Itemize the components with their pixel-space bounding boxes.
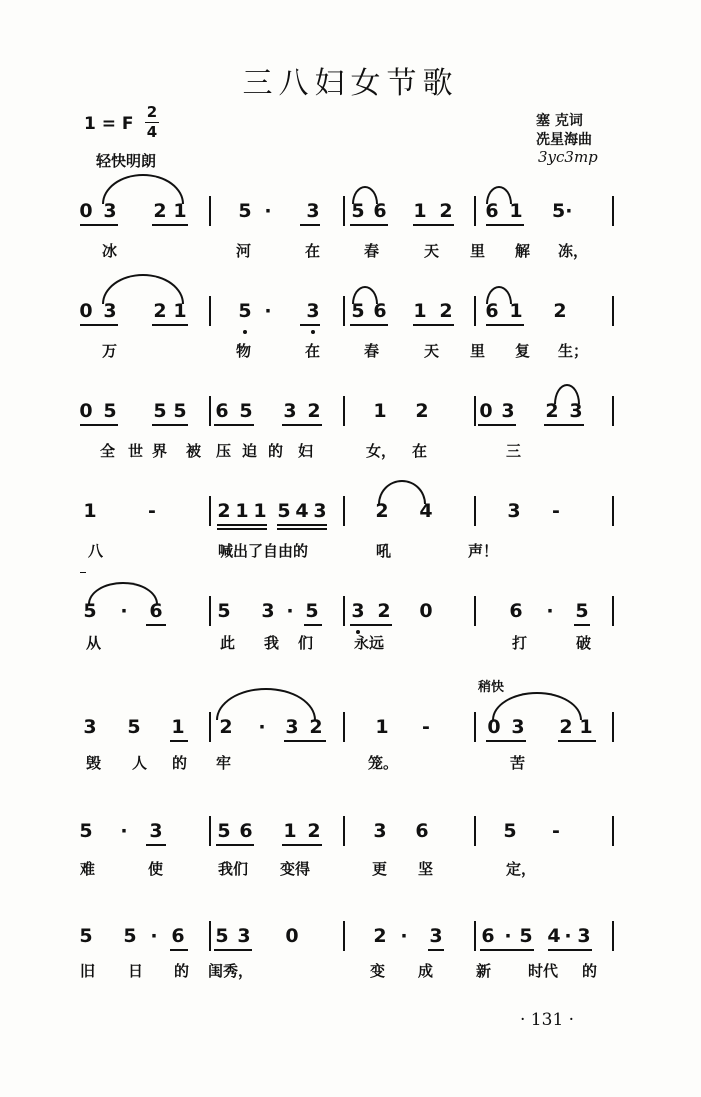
note: ·: [546, 600, 554, 622]
beam-underline: [486, 224, 524, 226]
lyric: 苦: [510, 754, 526, 772]
time-top: 2: [146, 103, 158, 121]
lyric: 里: [470, 342, 486, 360]
lyric: 迫: [242, 442, 258, 460]
lyric: 永远: [354, 634, 385, 652]
note: 3: [237, 925, 251, 947]
note: 5: [127, 716, 141, 738]
note: 5: [351, 300, 365, 322]
barline: [612, 596, 614, 626]
note: 6: [509, 600, 523, 622]
note: 2: [153, 200, 167, 222]
lyric: 界: [152, 442, 168, 460]
lyric: 变得: [280, 860, 311, 878]
note: ·: [264, 300, 272, 322]
beam-underline-double: [217, 528, 267, 530]
beam-underline: [170, 949, 188, 951]
beam-underline: [170, 740, 188, 742]
note: 3: [103, 300, 117, 322]
barline: [343, 712, 345, 742]
note: 3: [507, 500, 521, 522]
note: 4: [419, 500, 433, 522]
note: ·: [120, 600, 128, 622]
signature: 3yc3mp: [538, 148, 598, 166]
note: -: [422, 716, 430, 738]
barline: [209, 596, 211, 626]
note: 5: [79, 820, 93, 842]
barline: [343, 816, 345, 846]
time-bottom: 4: [146, 123, 158, 141]
lyric: 新: [476, 962, 492, 980]
lyric: 定，: [506, 860, 537, 878]
note: ·: [504, 925, 512, 947]
barline: [209, 921, 211, 951]
note: 5: [217, 600, 231, 622]
lyric: 更: [372, 860, 388, 878]
tempo-marking: 轻快明朗: [96, 152, 157, 170]
beam-underline: [350, 224, 388, 226]
note: 0: [479, 400, 493, 422]
note: 2: [439, 300, 453, 322]
beam-underline: [548, 949, 592, 951]
note: 3: [261, 600, 275, 622]
lyric: 难: [80, 860, 96, 878]
note: 5: [217, 820, 231, 842]
note: 6: [373, 200, 387, 222]
note: 2: [559, 716, 573, 738]
lyric: 的: [174, 962, 190, 980]
note: ·: [120, 820, 128, 842]
beam-underline: [80, 424, 118, 426]
beam-underline: [558, 740, 596, 742]
beam-underline: [146, 844, 166, 846]
dash-mark: [80, 572, 86, 573]
slur-arc: [216, 688, 316, 720]
note: ·: [286, 600, 294, 622]
note: 3: [373, 820, 387, 842]
tempo-change: 稍快: [478, 680, 505, 695]
beam-underline: [574, 624, 590, 626]
lyric: 冰: [102, 242, 118, 260]
barline: [474, 396, 476, 426]
note: ·: [264, 200, 272, 222]
barline: [612, 496, 614, 526]
lyric: 笼。: [368, 754, 399, 772]
note: 5·: [552, 200, 573, 222]
slur-arc: [378, 480, 426, 504]
note: 1: [413, 300, 427, 322]
note: 2: [373, 925, 387, 947]
beam-underline: [486, 740, 526, 742]
lyric: 世: [128, 442, 144, 460]
lyric: 复: [515, 342, 531, 360]
composer: 冼星海曲: [536, 132, 592, 148]
lyric: 吼: [376, 542, 392, 560]
barline: [612, 816, 614, 846]
lyric: 牢: [216, 754, 232, 772]
note: 1: [375, 716, 389, 738]
note: 3: [285, 716, 299, 738]
lyric: 日: [128, 962, 144, 980]
note: 3: [306, 300, 320, 322]
slur-arc: [486, 286, 512, 304]
beam-underline: [282, 844, 322, 846]
lyric: 我: [264, 634, 280, 652]
barline: [612, 921, 614, 951]
lyric: 在: [412, 442, 428, 460]
slur-arc: [352, 286, 378, 304]
time-signature: [145, 104, 159, 141]
note: 3: [501, 400, 515, 422]
note: 0: [285, 925, 299, 947]
lyric: 在: [305, 242, 321, 260]
slur-arc: [88, 582, 158, 604]
note: 1: [509, 200, 523, 222]
note: 5: [239, 400, 253, 422]
beam-underline: [282, 424, 322, 426]
note: 1: [413, 200, 427, 222]
note: 2: [439, 200, 453, 222]
note: 3: [511, 716, 525, 738]
note: 2: [217, 500, 231, 522]
note: 4: [295, 500, 309, 522]
note: 2: [545, 400, 559, 422]
lyric: 闺秀，: [208, 962, 254, 980]
note: 3: [313, 500, 327, 522]
note: 5: [351, 200, 365, 222]
barline: [209, 196, 211, 226]
barline: [209, 396, 211, 426]
note: 3: [149, 820, 163, 842]
beam-underline: [478, 424, 516, 426]
beam-underline: [350, 624, 392, 626]
barline: [343, 921, 345, 951]
note: 1: [579, 716, 593, 738]
note: 5: [519, 925, 533, 947]
lyric: 喊出了自由的: [218, 542, 309, 560]
note: 3: [569, 400, 583, 422]
lyric: 的: [268, 442, 284, 460]
lyric: 天: [424, 242, 440, 260]
lyric: 八: [88, 542, 104, 560]
barline: [209, 496, 211, 526]
note: 5: [123, 925, 137, 947]
note: 0: [79, 400, 93, 422]
beam-underline: [300, 324, 320, 326]
note: ·: [564, 925, 572, 947]
beam-underline: [304, 624, 322, 626]
beam-underline: [413, 324, 454, 326]
slur-arc: [554, 384, 580, 404]
note: 6: [239, 820, 253, 842]
key-signature: 1 = F: [84, 114, 134, 134]
note: 3: [306, 200, 320, 222]
note: 5: [238, 200, 252, 222]
lyric: 女，: [366, 442, 397, 460]
note: 5: [153, 400, 167, 422]
lyric: 妇: [298, 442, 314, 460]
barline: [474, 496, 476, 526]
beam-underline: [300, 224, 320, 226]
lyric: 坚: [418, 860, 434, 878]
lyric: 变: [370, 962, 386, 980]
barline: [474, 712, 476, 742]
note: 6: [149, 600, 163, 622]
note: 2: [375, 500, 389, 522]
note: ·: [400, 925, 408, 947]
lyric: 的: [172, 754, 188, 772]
note: 5: [173, 400, 187, 422]
song-title: 三八妇女节歌: [242, 66, 459, 101]
low-octave-dot: [311, 330, 315, 334]
note: 2: [553, 300, 567, 322]
beam-underline: [214, 949, 252, 951]
beam-underline: [350, 324, 388, 326]
barline: [612, 196, 614, 226]
beam-underline-double: [277, 528, 327, 530]
barline: [209, 712, 211, 742]
page-number: · 131 ·: [520, 1010, 575, 1030]
barline: [612, 712, 614, 742]
note: 3: [577, 925, 591, 947]
lyric: 三: [506, 442, 522, 460]
lyric: 声！: [468, 542, 499, 560]
beam-underline: [216, 844, 254, 846]
barline: [209, 816, 211, 846]
slur-arc: [486, 186, 512, 204]
note: 5: [305, 600, 319, 622]
lyric: 此: [220, 634, 236, 652]
lyricist: 塞 克词: [536, 113, 583, 129]
beam-underline: [152, 324, 188, 326]
note: 2: [153, 300, 167, 322]
note: 6: [415, 820, 429, 842]
beam-underline: [80, 224, 118, 226]
lyric: 们: [298, 634, 314, 652]
barline: [474, 596, 476, 626]
barline: [343, 396, 345, 426]
note: 2: [377, 600, 391, 622]
lyric: 生；: [558, 342, 589, 360]
note: 2: [219, 716, 233, 738]
note: 3: [283, 400, 297, 422]
barline: [343, 596, 345, 626]
slur-arc: [352, 186, 378, 204]
slur-arc: [102, 174, 184, 204]
beam-underline: [480, 949, 534, 951]
note: 3: [429, 925, 443, 947]
note: 1: [253, 500, 267, 522]
note: 0: [79, 300, 93, 322]
barline: [474, 816, 476, 846]
lyric: 物: [236, 342, 252, 360]
note: 2: [309, 716, 323, 738]
note: 3: [351, 600, 365, 622]
note: 5: [575, 600, 589, 622]
lyric: 河: [236, 242, 252, 260]
note: 3: [83, 716, 97, 738]
beam-underline: [486, 324, 524, 326]
note: 1: [235, 500, 249, 522]
lyric: 解: [515, 242, 531, 260]
slur-arc: [492, 692, 582, 720]
lyric: 在: [305, 342, 321, 360]
beam-underline: [413, 224, 454, 226]
note: 1: [173, 200, 187, 222]
lyric: 旧: [80, 962, 96, 980]
beam-underline: [152, 224, 188, 226]
note: 5: [215, 925, 229, 947]
note: 5: [83, 600, 97, 622]
note: 1: [173, 300, 187, 322]
lyric: 从: [86, 634, 102, 652]
note: 3: [103, 200, 117, 222]
note: 5: [103, 400, 117, 422]
note: 4: [547, 925, 561, 947]
note: 5: [238, 300, 252, 322]
beam-underline: [214, 424, 254, 426]
note: 1: [171, 716, 185, 738]
note: 2: [307, 820, 321, 842]
note: 2: [307, 400, 321, 422]
lyric: 里: [470, 242, 486, 260]
beam-underline: [428, 949, 444, 951]
lyric: 成: [418, 962, 434, 980]
barline: [474, 196, 476, 226]
lyric: 被: [186, 442, 202, 460]
note: 0: [79, 200, 93, 222]
note: 0: [487, 716, 501, 738]
note: 5: [503, 820, 517, 842]
lyric: 打: [512, 634, 528, 652]
note: 1: [509, 300, 523, 322]
note: -: [552, 500, 560, 522]
note: 6: [481, 925, 495, 947]
note: 6: [171, 925, 185, 947]
barline: [343, 196, 345, 226]
barline: [612, 396, 614, 426]
slur-arc: [102, 274, 184, 304]
lyric: 冻，: [558, 242, 589, 260]
note: 6: [373, 300, 387, 322]
lyric: 我们: [218, 860, 249, 878]
barline: [343, 496, 345, 526]
barline: [612, 296, 614, 326]
lyric: 春: [364, 242, 380, 260]
barline: [209, 296, 211, 326]
lyric: 使: [148, 860, 164, 878]
beam-underline: [146, 624, 166, 626]
note: -: [148, 500, 156, 522]
lyric: 万: [102, 342, 118, 360]
beam-underline: [80, 324, 118, 326]
note: 5: [277, 500, 291, 522]
note: -: [552, 820, 560, 842]
beam-underline: [152, 424, 188, 426]
note: 5: [79, 925, 93, 947]
lyric: 压: [216, 442, 232, 460]
lyric: 的: [582, 962, 598, 980]
lyric: 人: [132, 754, 148, 772]
note: 0: [419, 600, 433, 622]
lyric: 春: [364, 342, 380, 360]
note: ·: [150, 925, 158, 947]
note: 6: [215, 400, 229, 422]
note: 1: [83, 500, 97, 522]
note: 2: [415, 400, 429, 422]
lyric: 毁: [86, 754, 102, 772]
beam-underline: [284, 740, 326, 742]
note: 1: [283, 820, 297, 842]
barline: [343, 296, 345, 326]
low-octave-dot: [243, 330, 247, 334]
beam-underline: [217, 524, 267, 526]
note: 1: [373, 400, 387, 422]
beam-underline: [277, 524, 327, 526]
note: 6: [485, 200, 499, 222]
barline: [474, 921, 476, 951]
note: ·: [258, 716, 266, 738]
lyric: 时代: [528, 962, 559, 980]
barline: [474, 296, 476, 326]
note: 6: [485, 300, 499, 322]
lyric: 天: [424, 342, 440, 360]
lyric: 全: [100, 442, 116, 460]
lyric: 破: [576, 634, 592, 652]
beam-underline: [544, 424, 584, 426]
